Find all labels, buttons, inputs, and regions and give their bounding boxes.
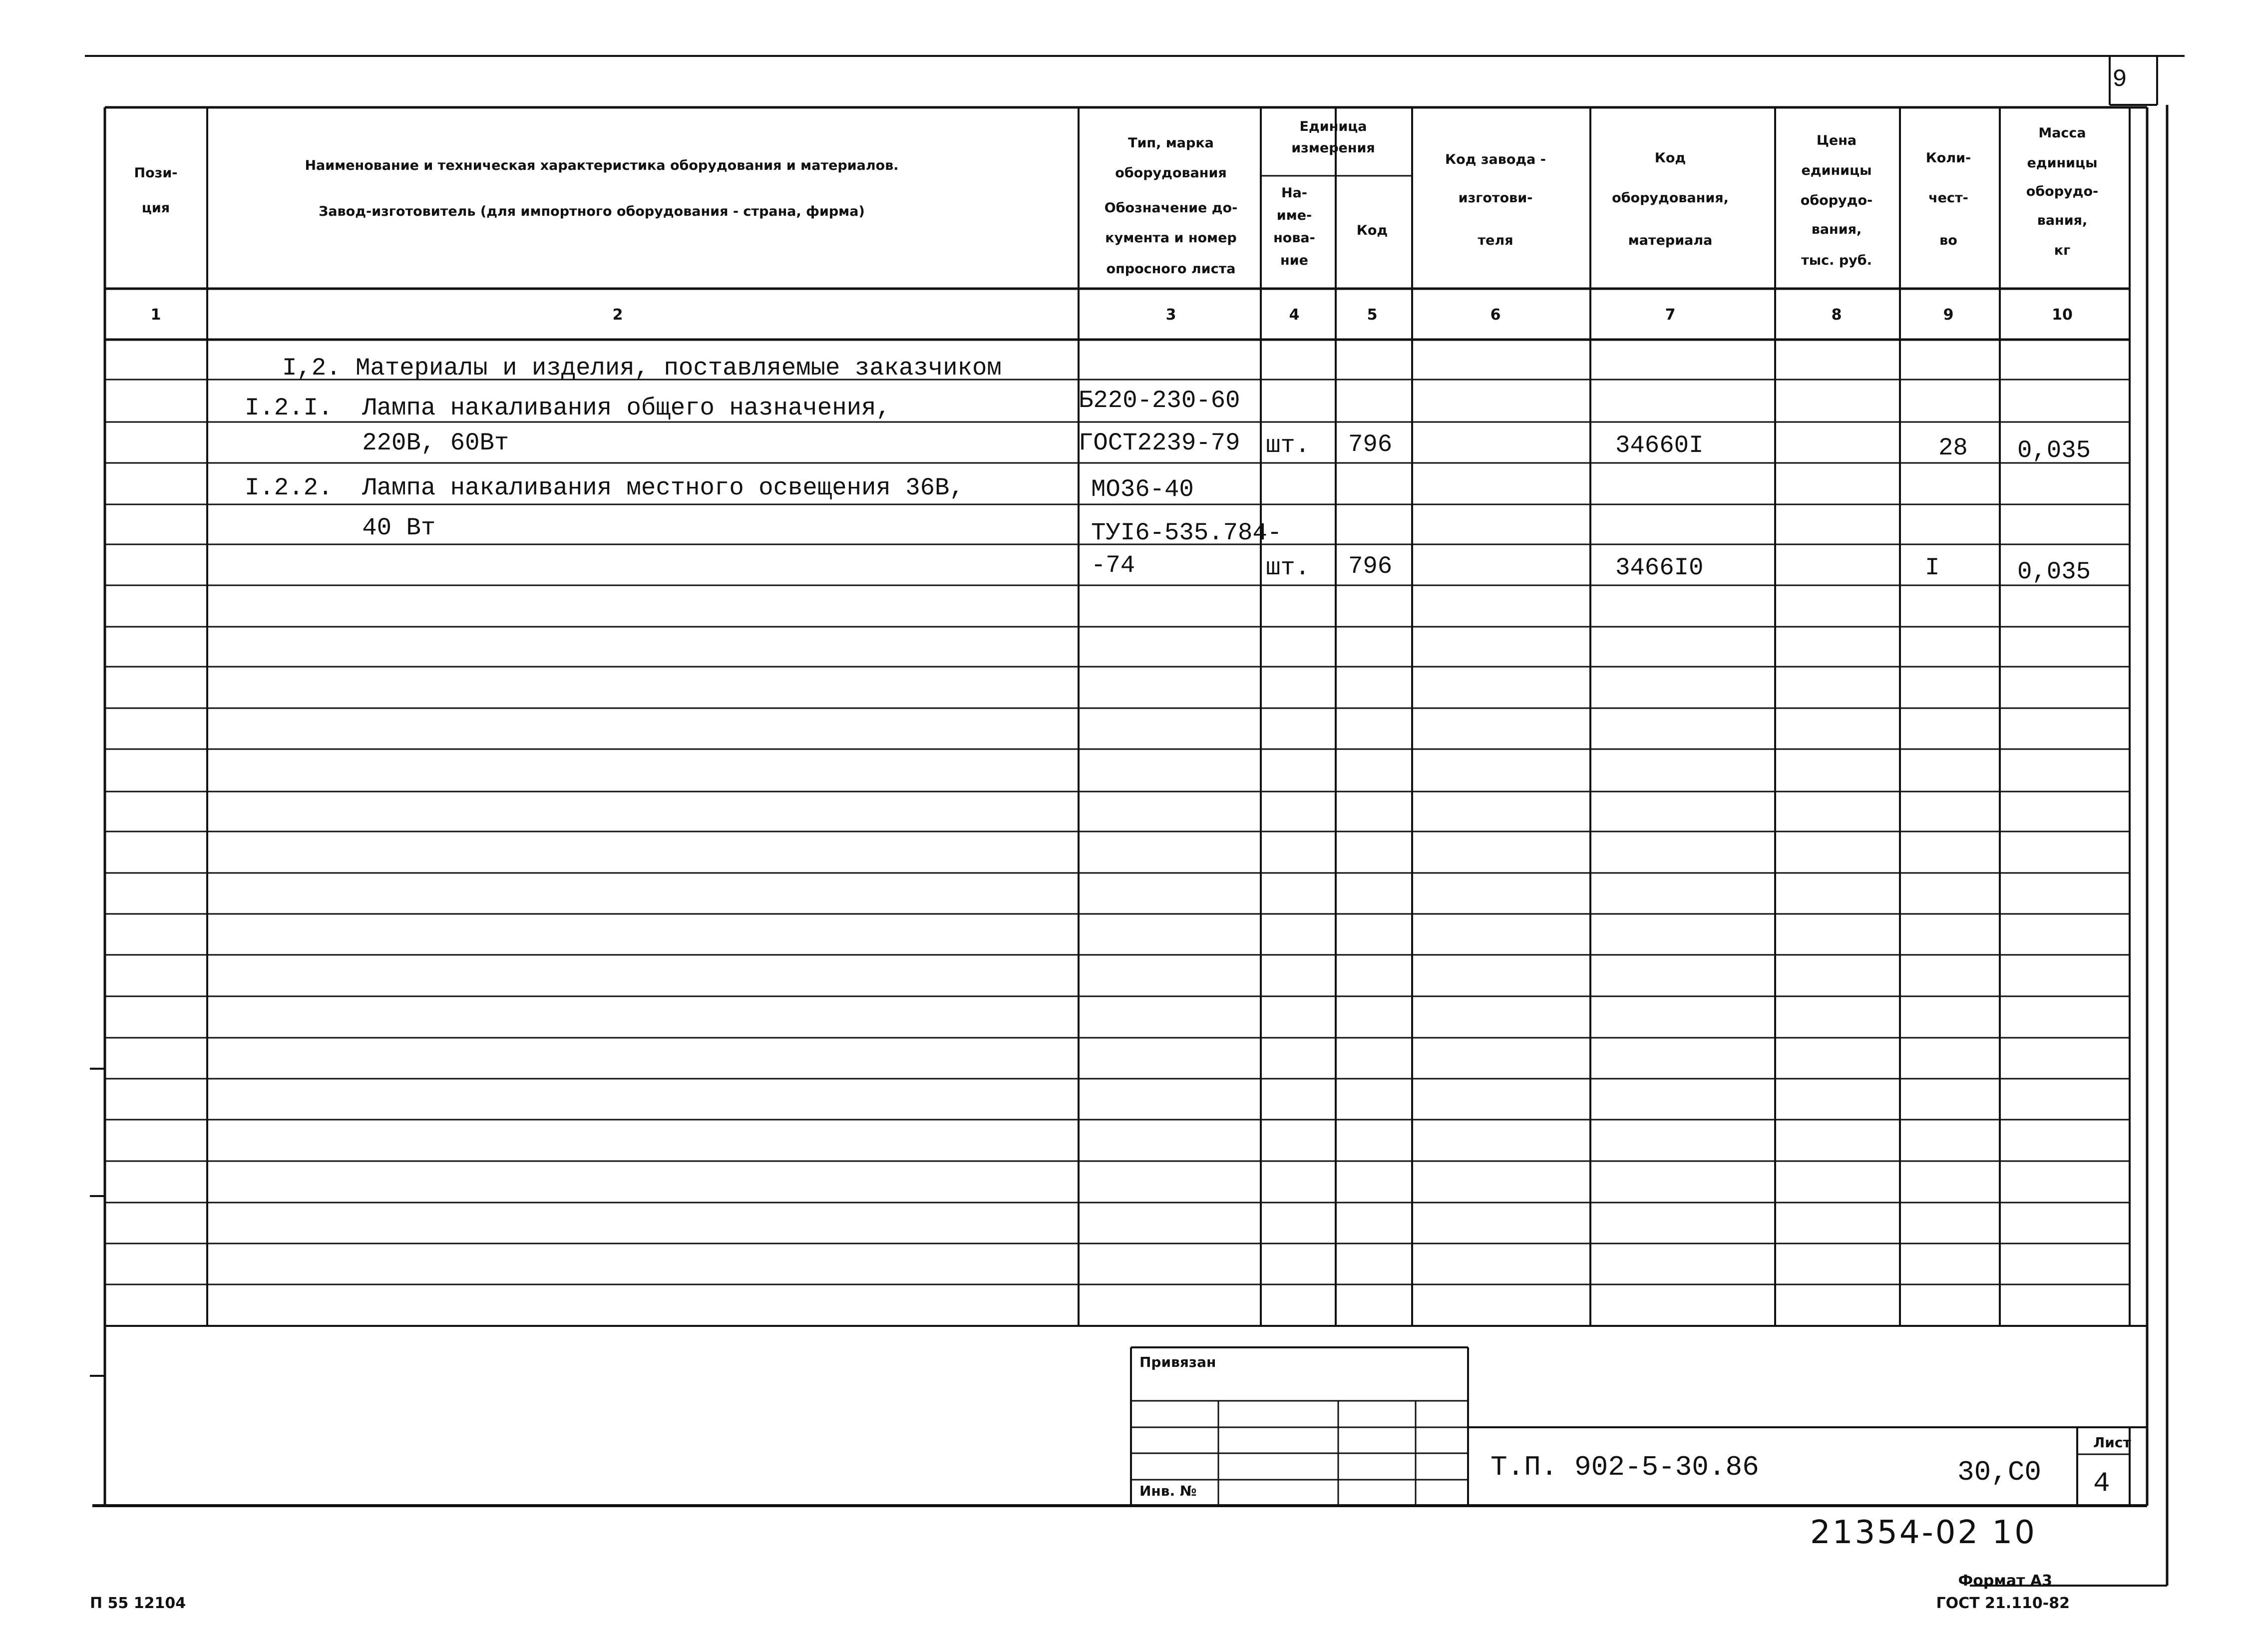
header-mass-line2: единицы: [2027, 155, 2098, 171]
row-qty: I: [1925, 554, 1940, 582]
section-code: 30,С0: [1957, 1456, 2042, 1488]
page-number: 9: [2112, 65, 2127, 93]
column-number: 1: [150, 306, 161, 324]
handwritten-number: 21354-02 10: [1810, 1514, 2037, 1551]
row-name: 220В, 60Вт: [245, 429, 509, 457]
header-unit-name-line3: нова-: [1273, 230, 1315, 246]
header-qty-line1: Коли-: [1925, 150, 1971, 166]
print-mark: П 55 12104: [90, 1595, 186, 1612]
header-unit-name-line1: На-: [1281, 185, 1308, 201]
header-type-line3: Обозначение до-: [1104, 200, 1238, 216]
header-type-line5: опросного листа: [1106, 261, 1236, 277]
table-header: [134, 119, 2099, 277]
column-number: 6: [1490, 306, 1501, 324]
header-qty-line3: во: [1939, 233, 1957, 248]
column-number: 2: [612, 306, 623, 324]
column-number: 9: [1943, 306, 1954, 324]
row-equip-code: 34660I: [1615, 431, 1704, 459]
header-factory-code-line2: изготови-: [1458, 190, 1533, 206]
header-unit-code: Код: [1356, 223, 1388, 238]
header-unit-name-line4: ние: [1280, 253, 1308, 268]
table-grid: [85, 56, 2185, 1586]
row-unit-code: 796: [1348, 552, 1393, 580]
row-name: 40 Вт: [245, 514, 436, 542]
header-qty-line2: чест-: [1928, 190, 1968, 206]
header-name-line2: Завод-изготовитель (для импортного оборудования - страна, фирма): [319, 204, 865, 219]
header-name-line1: Наименование и техническая характеристика оборудования и материалов.: [305, 158, 899, 173]
row-name: I,2. Материалы и изделия, поставляемые заказчиком: [282, 354, 1002, 382]
sheet-number: 4: [2093, 1467, 2110, 1499]
approved-label: Привязан: [1139, 1354, 1216, 1370]
gost-label: ГОСТ 21.110-82: [1936, 1595, 2070, 1612]
row-type: ГОСТ2239-79: [1079, 429, 1240, 457]
header-mass-line3: оборудо-: [2026, 184, 2099, 199]
document-code: Т.П. 902-5-30.86: [1491, 1451, 1759, 1483]
column-numbers: [151, 306, 2073, 324]
header-factory-code-line3: теля: [1478, 233, 1513, 248]
header-type-line4: кумента и номер: [1105, 230, 1237, 246]
row-name: I.2.I. Лампа накаливания общего назначения,: [245, 394, 891, 422]
row-type: ТУI6-535.784-: [1091, 519, 1282, 547]
header-equip-code-line3: материала: [1628, 233, 1713, 248]
table-body: [245, 354, 2091, 586]
sheet-label: Лист: [2093, 1434, 2131, 1451]
header-position-line1: Пози-: [134, 165, 178, 181]
header-unit-group-line1: Единица: [1299, 119, 1367, 134]
header-factory-code-line1: Код завода -: [1445, 152, 1546, 167]
row-type: МО36-40: [1091, 475, 1194, 503]
row-unit: шт.: [1266, 431, 1310, 459]
column-number: 5: [1367, 306, 1378, 324]
header-price-line2: единицы: [1801, 163, 1872, 178]
column-number: 3: [1165, 306, 1176, 324]
header-unit-group-line2: измерения: [1291, 140, 1375, 156]
header-price-line3: оборудо-: [1800, 193, 1873, 208]
header-price-line4: вания,: [1811, 222, 1862, 237]
column-number: 8: [1831, 306, 1842, 324]
row-mass: 0,035: [2017, 436, 2091, 464]
header-position-line2: ция: [141, 200, 170, 216]
column-number: 10: [2052, 306, 2073, 324]
inventory-label: Инв. №: [1139, 1483, 1197, 1499]
row-equip-code: 3466I0: [1615, 554, 1704, 582]
header-equip-code-line1: Код: [1654, 150, 1686, 166]
row-mass: 0,035: [2017, 558, 2091, 586]
row-unit-code: 796: [1348, 430, 1393, 458]
header-mass-line5: кг: [2054, 243, 2071, 258]
header-unit-name-line2: име-: [1276, 208, 1312, 223]
row-name: I.2.2. Лампа накаливания местного освещения 36В,: [245, 474, 964, 502]
column-number: 4: [1289, 306, 1300, 324]
header-price-line1: Цена: [1816, 133, 1857, 148]
column-number: 7: [1665, 306, 1676, 324]
header-mass-line1: Масса: [2038, 125, 2086, 141]
header-type-line2: оборудования: [1115, 165, 1227, 181]
row-type: Б220-230-60: [1079, 387, 1240, 414]
header-type-line1: Тип, марка: [1128, 135, 1214, 151]
row-qty: 28: [1938, 434, 1968, 462]
header-price-line5: тыс. руб.: [1801, 253, 1872, 268]
header-equip-code-line2: оборудования,: [1612, 190, 1729, 206]
format-label: Формат А3: [1958, 1572, 2052, 1590]
row-unit: шт.: [1266, 554, 1310, 582]
row-type: -74: [1091, 551, 1135, 579]
header-mass-line4: вания,: [2037, 213, 2088, 228]
